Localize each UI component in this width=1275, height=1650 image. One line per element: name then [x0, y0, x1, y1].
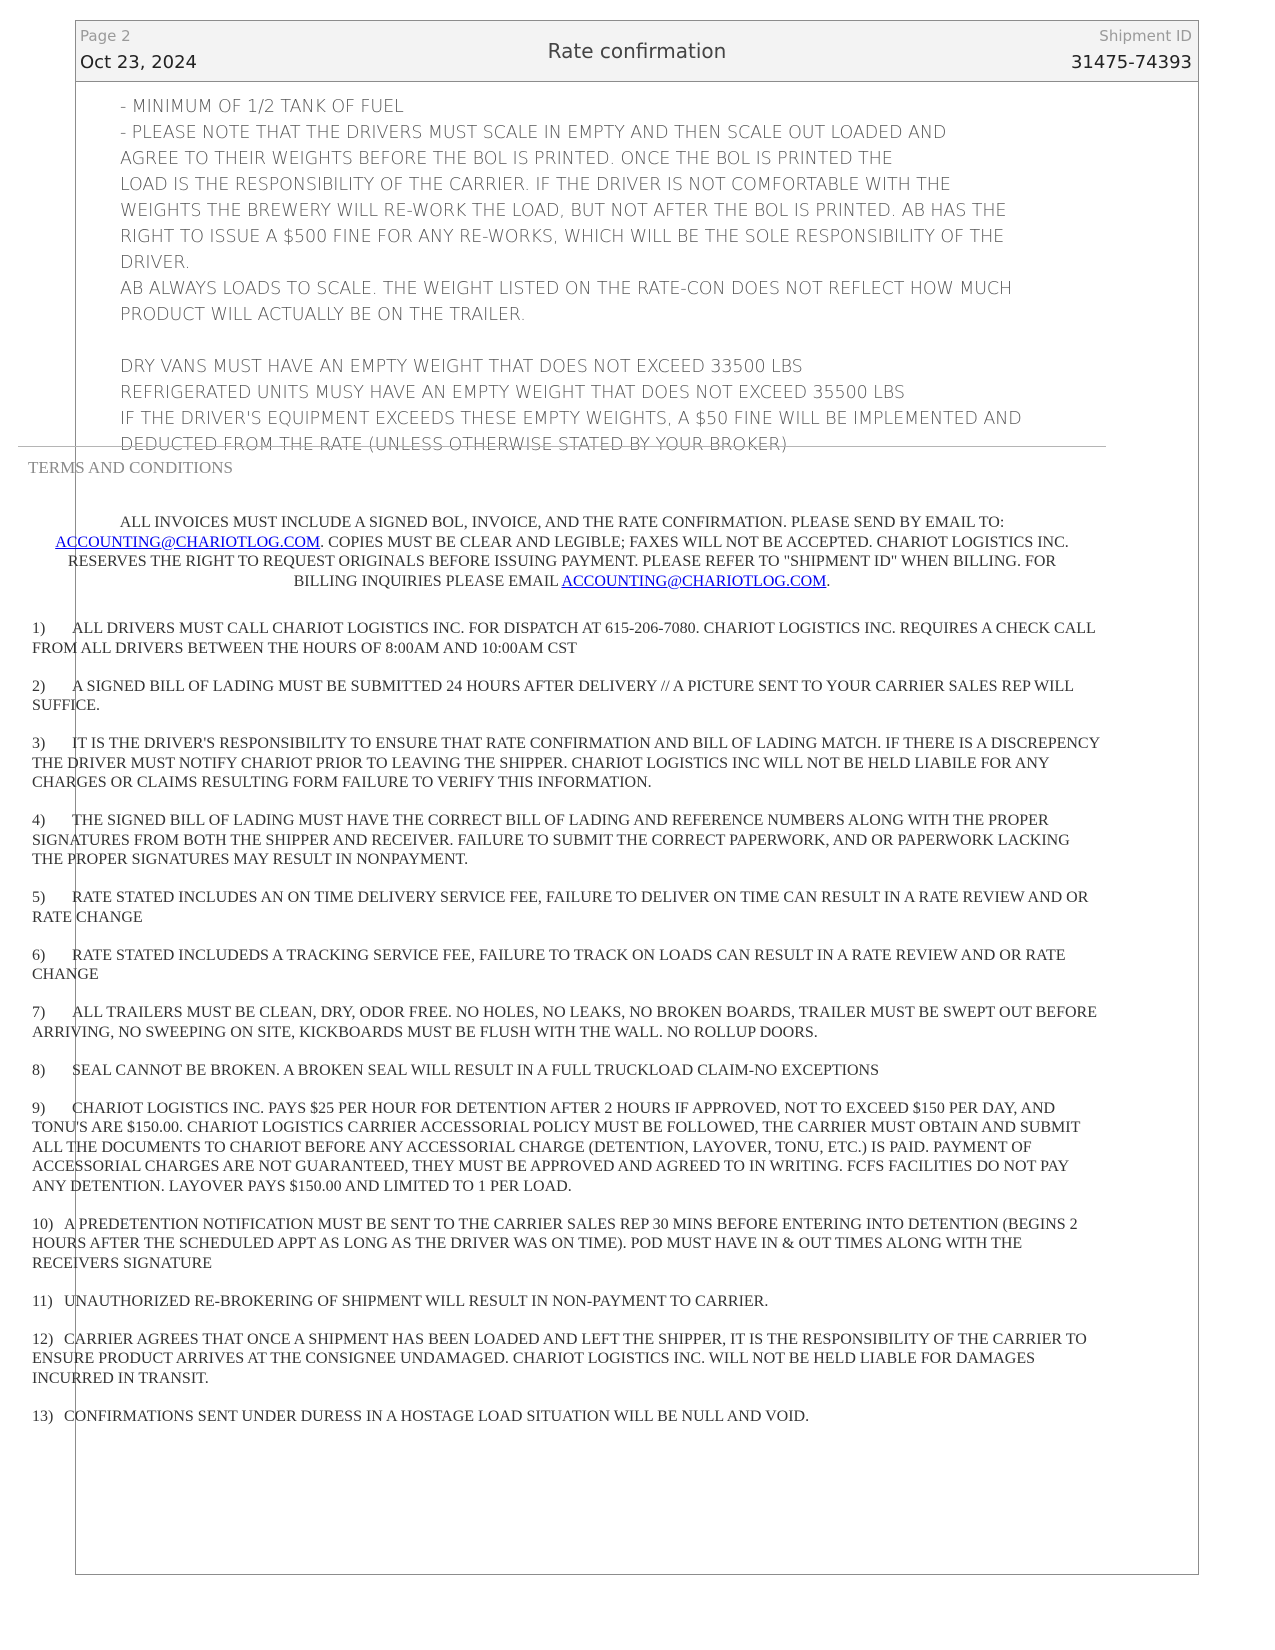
term-text: CARRIER AGREES THAT ONCE A SHIPMENT HAS BEEN LOADED AND LEFT THE SHIPPER, IT IS THE RESPONSIBILITY OF THE CARRIER TO ENSURE PRODUCT ARRIVES AT THE CONSIGNEE UNDAMAGED. CHARIOT LOGISTICS INC. WILL NOT BE HELD LIABLE FOR DAMAGES INCURRED IN TRANSIT.	[32, 1330, 1087, 1387]
shipment-id-value: 31475-74393	[1070, 52, 1192, 73]
shipment-id-label: Shipment ID	[1099, 27, 1192, 45]
note-line: REFRIGERATED UNITS MUSY HAVE AN EMPTY WEIGHT THAT DOES NOT EXCEED 35500 LBS	[120, 383, 905, 403]
term-text: UNAUTHORIZED RE-BROKERING OF SHIPMENT WILL RESULT IN NON-PAYMENT TO CARRIER.	[64, 1292, 769, 1310]
term-text: IT IS THE DRIVER'S RESPONSIBILITY TO ENSURE THAT RATE CONFIRMATION AND BILL OF LADING MATCH. IF THERE IS A DISCREPENCY THE DRIVER MUST NOTIFY CHARIOT PRIOR TO LEAVING THE SHIPPER. CHARIOT LOGISTICS INC WILL NOT BE HELD LIABILE FOR ANY CHARGES OR CLAIMS RESULTING FORM FAILURE TO VERIFY THIS INFORMATION.	[32, 735, 1100, 791]
term-number: 11)	[32, 1292, 53, 1310]
term-item	[32, 1003, 1104, 1042]
term-item	[32, 1292, 1104, 1312]
term-number: 7)	[32, 1004, 46, 1021]
term-text: ALL TRAILERS MUST BE CLEAN, DRY, ODOR FREE. NO HOLES, NO LEAKS, NO BROKEN BOARDS, TRAILER MUST BE SWEPT OUT BEFORE ARRIVING, NO SWEEPING ON SITE, KICKBOARDS MUST BE FLUSH WITH THE WALL. NO ROLLUP DOORS.	[32, 1004, 1097, 1041]
note-line: DRIVER.	[120, 253, 191, 273]
note-line: AGREE TO THEIR WEIGHTS BEFORE THE BOL IS PRINTED. ONCE THE BOL IS PRINTED THE	[120, 149, 893, 169]
term-text: CHARIOT LOGISTICS INC. PAYS $25 PER HOUR FOR DETENTION AFTER 2 HOURS IF APPROVED, NOT TO EXCEED $150 PER DAY, AND TONU'S ARE $150.00. CHARIOT LOGISTICS CARRIER ACCESSORIAL POLICY MUST BE FOLLOWED, THE CARRIER MUST OBTAIN AND SUBMIT ALL THE DOCUMENTS TO CHARIOT BEFORE ANY ACCESSORIAL CHARGE (DETENTION, LAYOVER, TONU, ETC.) IS PAID. PAYMENT OF ACCESSORIAL CHARGES ARE NOT GUARANTEED, THEY MUST BE APPROVED AND AGREED TO IN WRITING. FCFS FACILITIES DO NOT PAY ANY DETENTION. LAYOVER PAYS $150.00 AND LIMITED TO 1 PER LOAD.	[32, 1099, 1081, 1195]
billing-instructions	[34, 513, 1090, 591]
document-date: Oct 23, 2024	[80, 52, 197, 73]
note-spacer	[120, 328, 1120, 354]
accounting-email-link[interactable]: ACCOUNTING@CHARIOTLOG.COM	[561, 572, 827, 590]
term-text: THE SIGNED BILL OF LADING MUST HAVE THE CORRECT BILL OF LADING AND REFERENCE NUMBERS ALONG WITH THE PROPER SIGNATURES FROM BOTH THE SHIPPER AND RECEIVER. FAILURE TO SUBMIT THE CORRECT PAPERWORK, AND OR PAPERWORK LACKING THE PROPER SIGNATURES MAY RESULT IN NONPAYMENT.	[32, 812, 1070, 868]
term-number: 9)	[32, 1099, 46, 1117]
section-divider	[18, 446, 1106, 447]
term-number: 6)	[32, 946, 46, 964]
term-text: RATE STATED INCLUDEDS A TRACKING SERVICE FEE, FAILURE TO TRACK ON LOADS CAN RESULT IN A RATE REVIEW AND OR RATE CHANGE	[32, 946, 1066, 983]
term-item	[32, 619, 1104, 658]
term-item	[32, 734, 1104, 793]
load-notes	[120, 94, 1120, 458]
term-item	[32, 1407, 1104, 1427]
term-item	[32, 1215, 1104, 1274]
note-line: AB ALWAYS LOADS TO SCALE. THE WEIGHT LISTED ON THE RATE-CON DOES NOT REFLECT HOW MUCH	[120, 279, 1013, 299]
term-text: RATE STATED INCLUDES AN ON TIME DELIVERY SERVICE FEE, FAILURE TO DELIVER ON TIME CAN RESULT IN A RATE REVIEW AND OR RATE CHANGE	[32, 889, 1089, 926]
page-number: Page 2	[80, 27, 131, 45]
term-text: A SIGNED BILL OF LADING MUST BE SUBMITTED 24 HOURS AFTER DELIVERY // A PICTURE SENT TO YOUR CARRIER SALES REP WILL SUFFICE.	[32, 677, 1074, 714]
term-number: 12)	[32, 1330, 54, 1348]
term-item	[32, 888, 1104, 927]
term-item	[32, 1099, 1104, 1197]
term-text: CONFIRMATIONS SENT UNDER DURESS IN A HOSTAGE LOAD SITUATION WILL BE NULL AND VOID.	[64, 1407, 810, 1425]
term-number: 1)	[32, 620, 46, 637]
document-title: Rate confirmation	[547, 39, 727, 63]
billing-text: .	[826, 572, 831, 590]
term-item	[32, 811, 1104, 870]
term-number: 5)	[32, 889, 46, 906]
term-item	[32, 1330, 1104, 1389]
note-line: IF THE DRIVER'S EQUIPMENT EXCEEDS THESE EMPTY WEIGHTS, A $50 FINE WILL BE IMPLEMENTED AND	[120, 409, 1022, 429]
terms-list	[32, 619, 1104, 1445]
term-number: 10)	[32, 1215, 54, 1233]
term-text: ALL DRIVERS MUST CALL CHARIOT LOGISTICS INC. FOR DISPATCH AT 615-206-7080. CHARIOT LOGISTICS INC. REQUIRES A CHECK CALL FROM ALL DRIVERS BETWEEN THE HOURS OF 8:00AM AND 10:00AM CST	[32, 620, 1096, 657]
note-line: - PLEASE NOTE THAT THE DRIVERS MUST SCALE IN EMPTY AND THEN SCALE OUT LOADED AND	[120, 123, 947, 143]
note-line: WEIGHTS THE BREWERY WILL RE-WORK THE LOAD, BUT NOT AFTER THE BOL IS PRINTED. AB HAS THE	[120, 201, 1007, 221]
term-number: 3)	[32, 735, 46, 752]
term-item	[32, 677, 1104, 716]
page-header	[76, 21, 1198, 82]
note-line: DRY VANS MUST HAVE AN EMPTY WEIGHT THAT DOES NOT EXCEED 33500 LBS	[120, 357, 803, 377]
note-line: PRODUCT WILL ACTUALLY BE ON THE TRAILER.	[120, 305, 526, 325]
term-text: A PREDETENTION NOTIFICATION MUST BE SENT TO THE CARRIER SALES REP 30 MINS BEFORE ENTERING INTO DETENTION (BEGINS 2 HOURS AFTER THE SCHEDULED APPT AS LONG AS THE DRIVER WAS ON TIME). POD MUST HAVE IN & OUT TIMES ALONG WITH THE RECEIVERS SIGNATURE	[32, 1215, 1078, 1272]
terms-heading: TERMS AND CONDITIONS	[28, 458, 233, 477]
accounting-email-link[interactable]: ACCOUNTING@CHARIOTLOG.COM	[55, 533, 321, 551]
term-text: SEAL CANNOT BE BROKEN. A BROKEN SEAL WILL RESULT IN A FULL TRUCKLOAD CLAIM-NO EXCEPTIONS	[72, 1061, 879, 1079]
term-number: 2)	[32, 677, 46, 695]
term-item	[32, 1061, 1104, 1081]
term-number: 13)	[32, 1407, 54, 1425]
note-line: DEDUCTED FROM THE RATE (UNLESS OTHERWISE STATED BY YOUR BROKER)	[120, 435, 788, 455]
term-item	[32, 946, 1104, 985]
note-line: - MINIMUM OF 1/2 TANK OF FUEL	[120, 97, 404, 117]
note-line: RIGHT TO ISSUE A $500 FINE FOR ANY RE-WORKS, WHICH WILL BE THE SOLE RESPONSIBILITY OF THE	[120, 227, 1005, 247]
term-number: 4)	[32, 812, 46, 829]
billing-text: . COPIES MUST BE CLEAR AND LEGIBLE; FAXES WILL NOT BE ACCEPTED. CHARIOT LOGISTICS INC. RESERVES THE RIGHT TO REQUEST ORIGINALS BEFORE ISSUING PAYMENT. PLEASE REFER TO "SHIPMENT ID" WHEN BILLING. FOR BILLING INQUIRIES PLEASE EMAIL	[67, 533, 1069, 590]
billing-text: ALL INVOICES MUST INCLUDE A SIGNED BOL, INVOICE, AND THE RATE CONFIRMATION. PLEASE SEND BY EMAIL TO:	[119, 514, 1005, 531]
note-line: LOAD IS THE RESPONSIBILITY OF THE CARRIER. IF THE DRIVER IS NOT COMFORTABLE WITH THE	[120, 175, 951, 195]
term-number: 8)	[32, 1061, 46, 1079]
